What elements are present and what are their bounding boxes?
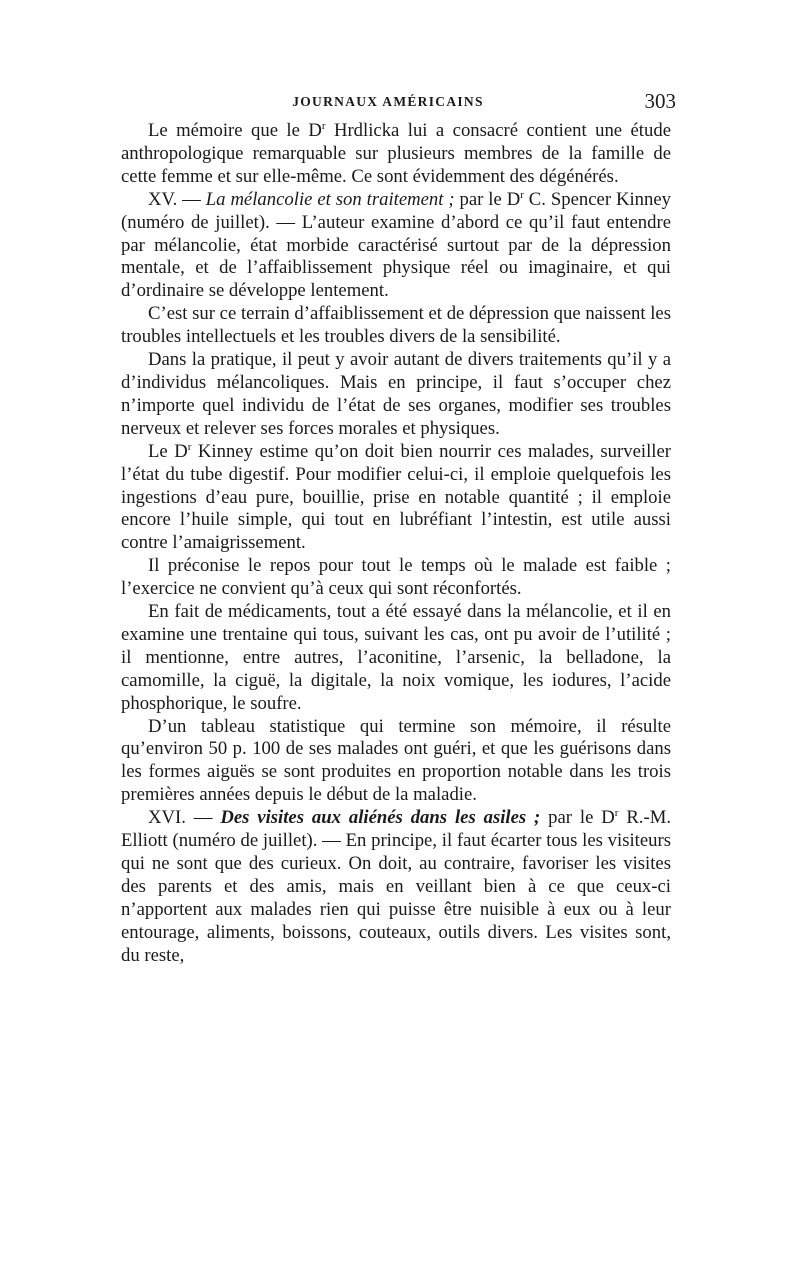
running-title: JOURNAUX AMÉRICAINS: [292, 94, 484, 109]
section-title: Des visites aux aliénés dans les asiles ;: [220, 807, 541, 829]
page-number: 303: [644, 89, 676, 113]
paragraph-9: XVI. — Des visites aux aliénés dans les asiles ; par le $D^r$ R.-M. Elliott (numéro de juillet). — En principe, il faut écarter tous les visiteurs qui ne sont que des curieux. On doit, au contraire, favoriser les visites des parents et des amis, mais en veillant bien à ce que ceux-ci n’apportent aux malades rien qui puisse être nuisible à eux ou à leur entourage, aliments, boissons, couteaux, outils divers. Les visites sont, du reste,: [121, 806, 671, 966]
section-numeral: XV. —: [148, 188, 206, 210]
paragraph-7: En fait de médicaments, tout a été essayé dans la mélancolie, et il en examine une trentaine qui tous, suivant les cas, ont pu avoir de l’utilité ; il mentionne, entre autres, l’aconitine, l’arsenic, la belladone, la camomille, la ciguë, la digitale, la noix vomique, les iodures, l’acide phosphorique, le soufre.: [121, 601, 671, 714]
section-numeral: XVI. —: [148, 807, 221, 829]
paragraph-6: Il préconise le repos pour tout le temps où le malade est faible ; l’exercice ne convient qu’à ceux qui sont réconfortés.: [121, 555, 671, 600]
paragraph-2: XV. — La mélancolie et son traitement ; par le $D^r$ C. Spencer Kinney (numéro de juillet). — L’auteur examine d’abord ce qu’il faut entendre par mélancolie, état morbide caractérisé surtout par de la dépression mentale, et de l’affaiblissement physique réel ou imaginaire, et qui d’ordinaire se développe lentement.: [121, 188, 671, 302]
paragraph-8: D’un tableau statistique qui termine son mémoire, il résulte qu’environ 50 p. 100 de ses malades ont guéri, et que les guérisons dans les formes aiguës se sont produites en proportion notable dans les trois premières années depuis le début de la maladie.: [121, 715, 671, 806]
paragraph-1: Le mémoire que le $D^r$ Hrdlicka lui a consacré contient une étude anthropologique remarquable sur plusieurs membres de la famille de cette femme et sur elle-même. Ce sont évidemment des dégénérés.: [121, 119, 671, 187]
paragraph-5: Le $D^r$ Kinney estime qu’on doit bien nourrir ces malades, surveiller l’état du tube digestif. Pour modifier celui-ci, il emploie quelquefois les ingestions d’eau pure, bouillie, prise en notable quantité ; il emploie encore l’huile simple, qui tout en lubréfiant l’intestin, est utile aussi contre l’amaigrissement.: [121, 440, 671, 554]
article-body: [121, 120, 671, 968]
paragraph-4: Dans la pratique, il peut y avoir autant de divers traitements qu’il y a d’individus mélancoliques. Mais en principe, il faut s’occuper chez n’importe quel individu de l’état de ses organes, modifier ses troubles nerveux et relever ses forces morales et physiques.: [121, 349, 671, 439]
section-title: La mélancolie et son traitement ;: [205, 188, 455, 210]
paragraph-3: C’est sur ce terrain d’affaiblissement et de dépression que naissent les troubles intellectuels et les troubles divers de la sensibilité.: [121, 303, 671, 348]
page-header: [100, 89, 676, 118]
